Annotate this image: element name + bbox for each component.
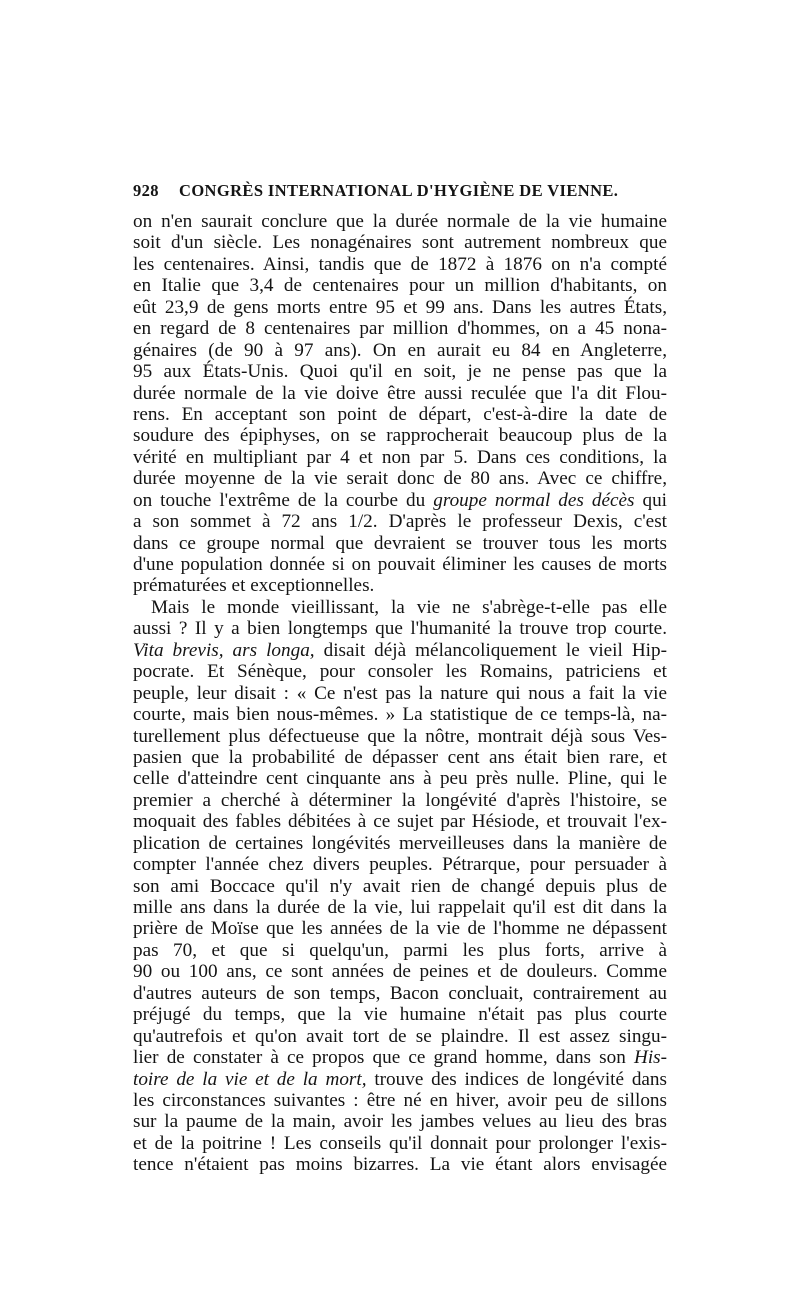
text-line: d'autres auteurs de son temps, Bacon concluait, contrairement au xyxy=(133,982,667,1004)
text-line xyxy=(133,640,667,661)
text-line: soudure des épiphyses, on se rapprocherait beaucoup plus de la xyxy=(133,425,667,447)
text-line: courte, mais bien nous-mêmes. » La statistique de ce temps-là, na- xyxy=(133,704,667,726)
text-fragment: qui xyxy=(642,489,667,511)
text-line: pas 70, et que si quelqu'un, parmi les plus forts, arrive à xyxy=(133,939,667,961)
text-line: vérité en multipliant par 4 et non par 5. Dans ces conditions, la xyxy=(133,446,667,468)
text-line xyxy=(133,490,667,511)
text-line: rens. En acceptant son point de départ, c'est-à-dire la date de xyxy=(133,403,667,425)
text-line: qu'autrefois et qu'on avait tort de se plaindre. Il est assez singu- xyxy=(133,1025,667,1047)
text-line: génaires (de 90 à 97 ans). On en aurait eu 84 en Angleterre, xyxy=(133,339,667,361)
text-line: celle d'atteindre cent cinquante ans à peu près nulle. Pline, qui le xyxy=(133,768,667,790)
text-line: son ami Boccace qu'il n'y avait rien de changé depuis plus de xyxy=(133,875,667,897)
text-fragment: disait déjà mélancoliquement le vieil Hip- xyxy=(323,639,667,661)
text-line: les circonstances suivantes : être né en hiver, avoir peu de sillons xyxy=(133,1089,667,1111)
text-line: durée moyenne de la vie serait donc de 80 ans. Avec ce chiffre, xyxy=(133,468,667,490)
text-fragment: lier de constater à ce propos que ce grand homme, dans son xyxy=(133,1047,626,1069)
page-header xyxy=(133,181,667,207)
text-line: prière de Moïse que les années de la vie de l'homme ne dépassent xyxy=(133,918,667,940)
italic-phrase: His- xyxy=(633,1047,668,1069)
text-fragment: trouve des indices de longévité dans xyxy=(374,1068,667,1090)
text-line: 95 aux États-Unis. Quoi qu'il en soit, je ne pense pas que la xyxy=(133,361,667,383)
text-line xyxy=(133,1069,667,1090)
italic-phrase: Vita brevis, ars longa, xyxy=(133,639,315,661)
text-line: plication de certaines longévités merveilleuses dans la manière de xyxy=(133,832,667,854)
text-line: dans ce groupe normal que devraient se trouver tous les morts xyxy=(133,532,667,554)
text-line: d'une population donnée si on pouvait éliminer les causes de morts xyxy=(133,554,667,575)
text-line: et de la poitrine ! Les conseils qu'il donnait pour prolonger l'exis- xyxy=(133,1132,667,1154)
text-line: a son sommet à 72 ans 1/2. D'après le professeur Dexis, c'est xyxy=(133,511,667,533)
text-line: 90 ou 100 ans, ce sont années de peines et de douleurs. Comme xyxy=(133,961,667,983)
text-line: Mais le monde vieillissant, la vie ne s'abrège-t-elle pas elle xyxy=(151,596,667,618)
text-line: aussi ? Il y a bien longtemps que l'humanité la trouve trop courte. xyxy=(133,618,667,640)
body-text xyxy=(133,211,667,1176)
text-line: moquait des fables débitées à ce sujet par Hésiode, et trouvait l'ex- xyxy=(133,811,667,833)
text-line: les centenaires. Ainsi, tandis que de 1872 à 1876 on n'a compté xyxy=(133,253,667,275)
running-title: CONGRÈS INTERNATIONAL D'HYGIÈNE DE VIENNE. xyxy=(179,181,619,200)
text-line: en regard de 8 centenaires par million d'hommes, on a 45 nona- xyxy=(133,318,667,340)
text-line: compter l'année chez divers peuples. Pétrarque, pour persuader à xyxy=(133,854,667,876)
text-line: soit d'un siècle. Les nonagénaires sont autrement nombreux que xyxy=(133,232,667,254)
text-line: prématurées et exceptionnelles. xyxy=(133,575,375,597)
text-line: pasien que la probabilité de dépasser cent ans était bien rare, et xyxy=(133,746,667,768)
text-line: eût 23,9 de gens morts entre 95 et 99 ans. Dans les autres États, xyxy=(133,296,667,318)
text-line: mille ans dans la durée de la vie, lui rappelait qu'il est dit dans la xyxy=(133,897,667,918)
text-line xyxy=(133,1047,667,1068)
text-line: turellement plus défectueuse que la nôtre, montrait déjà sous Ves- xyxy=(133,725,667,747)
text-line: pocrate. Et Sénèque, pour consoler les Romains, patriciens et xyxy=(133,661,667,683)
text-fragment: on touche l'extrême de la courbe du xyxy=(133,489,426,511)
text-line: on n'en saurait conclure que la durée normale de la vie humaine xyxy=(133,211,667,232)
italic-phrase: groupe normal des décès xyxy=(433,489,635,511)
text-line: sur la paume de la main, avoir les jambes velues au lieu des bras xyxy=(133,1111,667,1133)
page-number: 928 xyxy=(133,181,159,200)
text-line: peuple, leur disait : « Ce n'est pas la nature qui nous a fait la vie xyxy=(133,682,667,704)
text-line: tence n'étaient pas moins bizarres. La vie étant alors envisagée xyxy=(133,1154,667,1176)
text-line: en Italie que 3,4 de centenaires pour un million d'habitants, on xyxy=(133,275,667,297)
text-line: durée normale de la vie doive être aussi reculée que l'a dit Flou- xyxy=(133,382,667,404)
italic-phrase: toire de la vie et de la mort, xyxy=(133,1068,367,1090)
text-line: premier a cherché à déterminer la longévité d'après l'histoire, se xyxy=(133,789,667,811)
text-line: préjugé du temps, que la vie humaine n'était pas plus courte xyxy=(133,1004,667,1026)
